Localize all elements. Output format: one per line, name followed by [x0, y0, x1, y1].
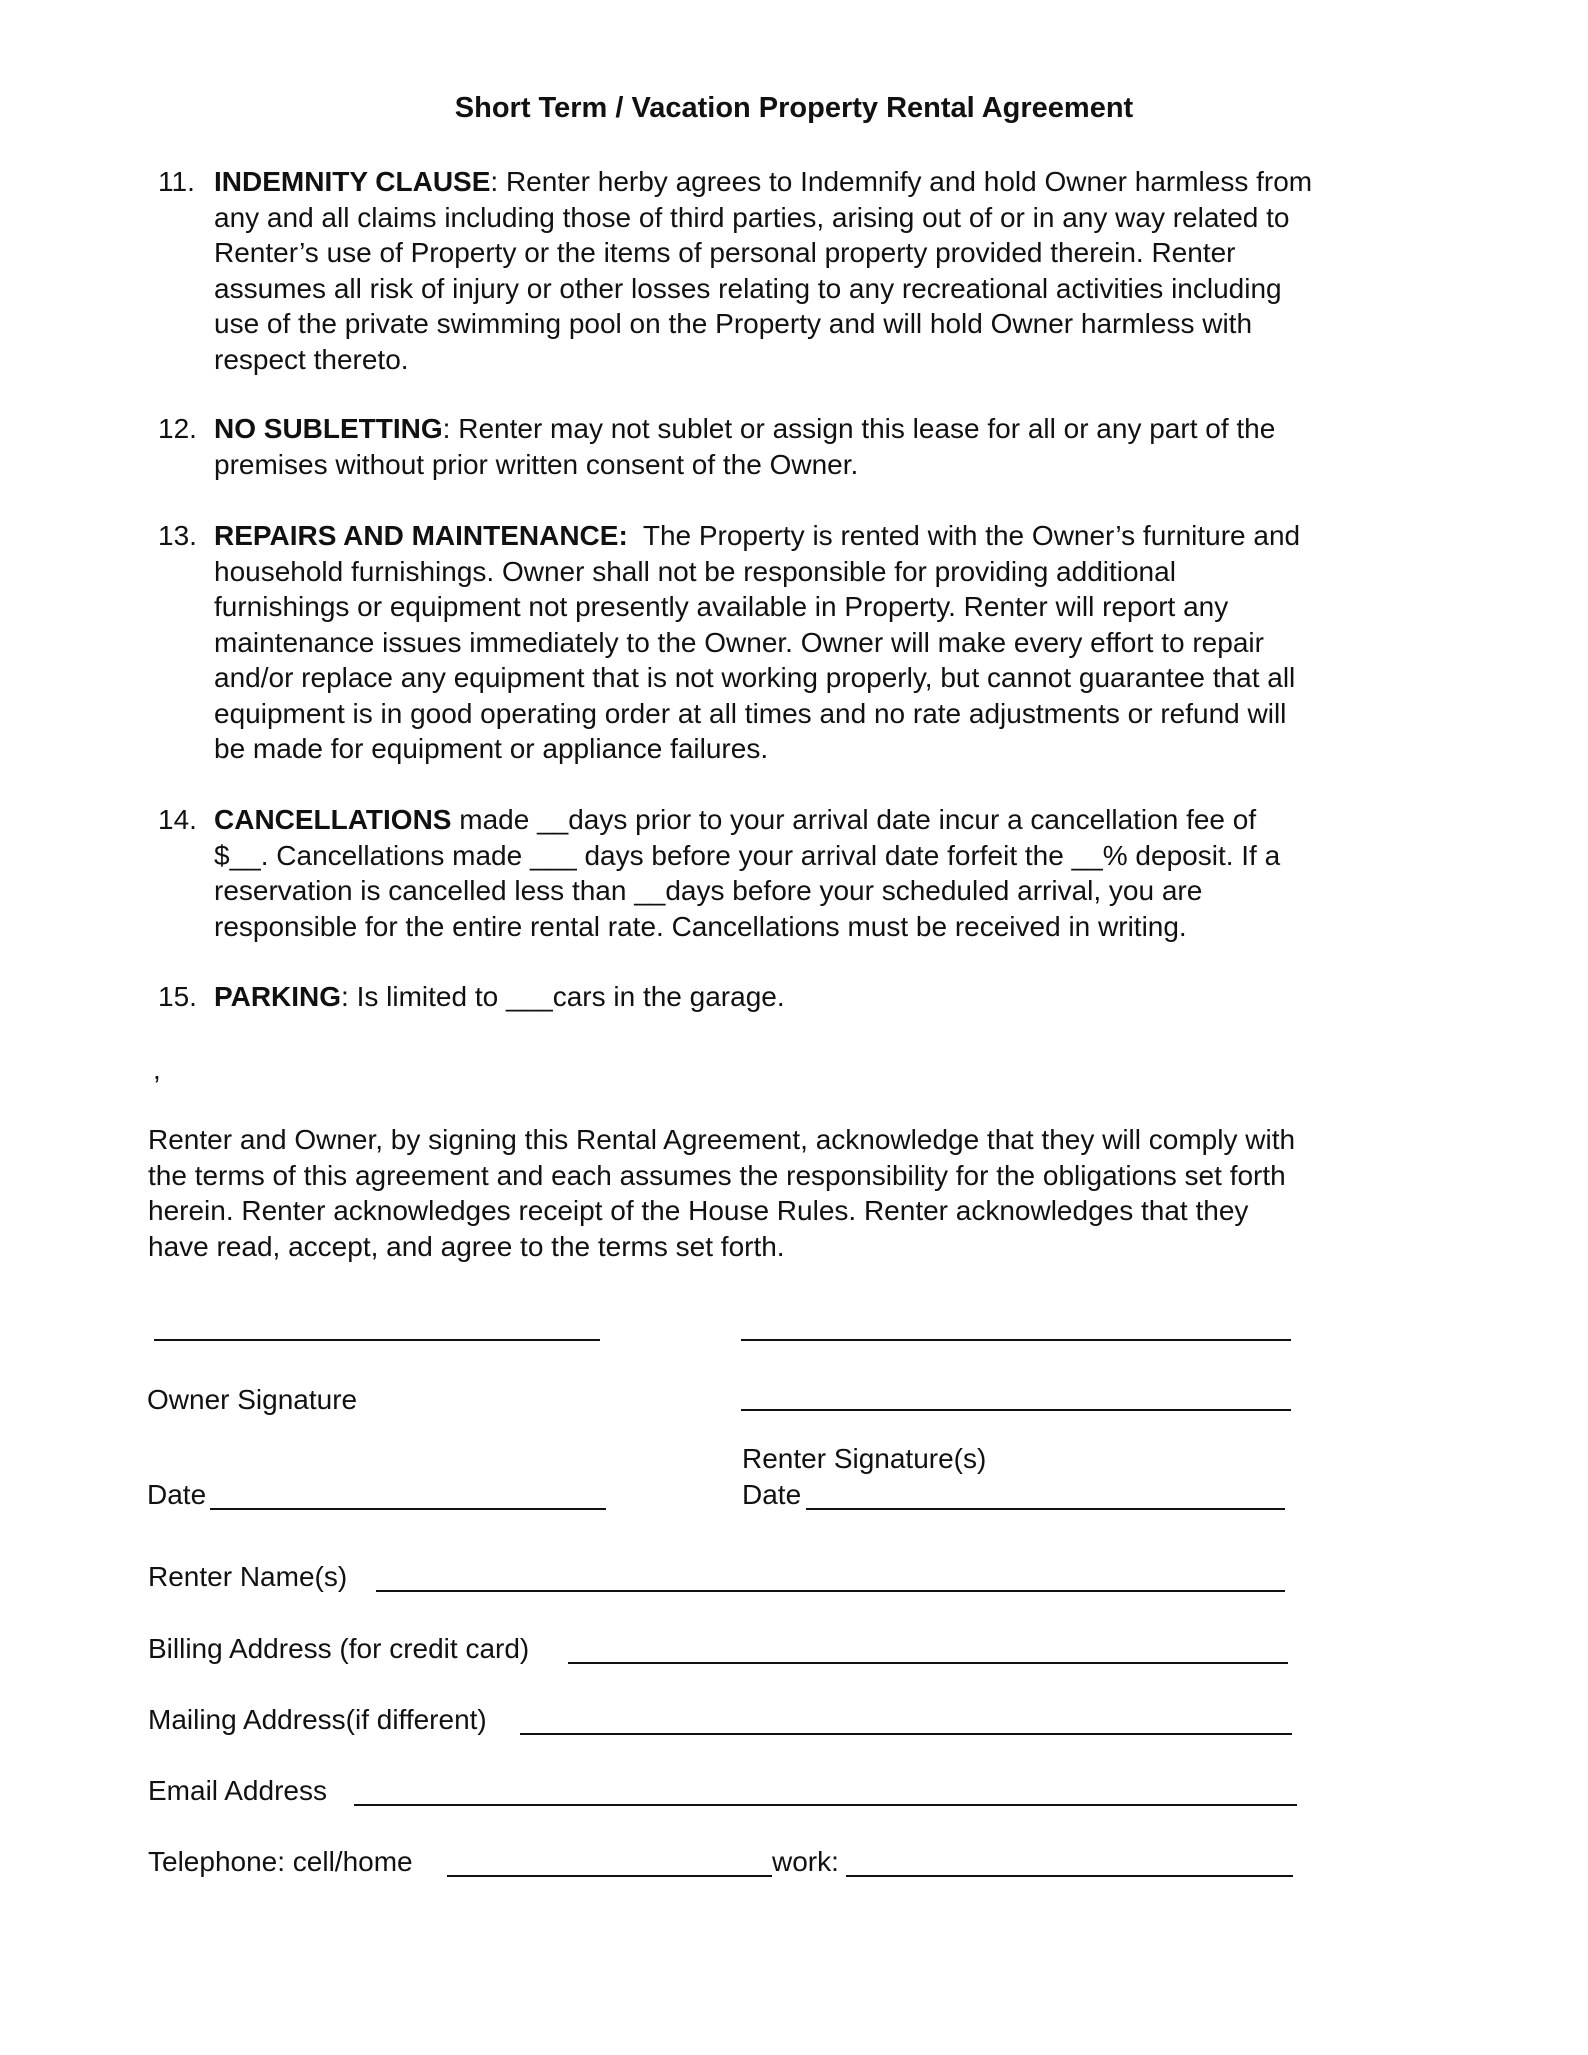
- clause-heading: NO SUBLETTING: [214, 413, 443, 444]
- clause-line: any and all claims including those of third parties, arising out of or in any way related to: [214, 201, 1290, 233]
- clause-line: maintenance issues immediately to the Owner. Owner will make every effort to repair: [214, 626, 1264, 658]
- clause-line: respect thereto.: [214, 343, 409, 375]
- telephone-label: Telephone: cell/home: [148, 1846, 413, 1877]
- stray-comma: ,: [153, 1054, 161, 1085]
- email-line[interactable]: [354, 1804, 1297, 1806]
- clause-line: $__. Cancellations made ___ days before your arrival date forfeit the __% deposit. If a: [214, 839, 1281, 871]
- acknowledgement-line: Renter and Owner, by signing this Rental Agreement, acknowledge that they will comply with: [148, 1124, 1296, 1155]
- clause-line: assumes all risk of injury or other losses relating to any recreational activities including: [214, 272, 1282, 304]
- renter-signature-label: Renter Signature(s): [742, 1443, 987, 1474]
- owner-signature-label: Owner Signature: [147, 1384, 358, 1415]
- clause-line: [214, 979, 785, 1015]
- acknowledgement-line: the terms of this agreement and each assumes the responsibility for the obligations set forth: [148, 1159, 1286, 1191]
- clause-line: household furnishings. Owner shall not be responsible for providing additional: [214, 555, 1176, 587]
- owner-signature-line[interactable]: [154, 1339, 600, 1341]
- renter-names-label: Renter Name(s): [148, 1561, 348, 1592]
- clause-heading: INDEMNITY CLAUSE: [214, 166, 491, 197]
- clause-line: use of the private swimming pool on the Property and will hold Owner harmless with: [214, 308, 1253, 339]
- clause-line: [214, 411, 1275, 447]
- clause-text: The Property is rented with the Owner’s furniture and: [627, 520, 1301, 551]
- mailing-address-line[interactable]: [520, 1733, 1292, 1735]
- clause-number: 12.: [158, 413, 197, 444]
- telephone-work-line[interactable]: [846, 1875, 1293, 1877]
- clause-line: and/or replace any equipment that is not working properly, but cannot guarantee that all: [214, 662, 1296, 693]
- billing-address-line[interactable]: [568, 1662, 1288, 1664]
- clause-heading: PARKING: [214, 981, 342, 1012]
- clause-line: premises without prior written consent of the Owner.: [214, 448, 859, 480]
- clause-heading: CANCELLATIONS: [214, 804, 452, 835]
- email-label: Email Address: [148, 1775, 327, 1806]
- clause-heading: REPAIRS AND MAINTENANCE:: [214, 520, 628, 551]
- work-label: work:: [772, 1846, 839, 1877]
- mailing-address-label: Mailing Address(if different): [148, 1704, 487, 1735]
- clause-number: 13.: [158, 520, 197, 551]
- clause-number: 11.: [158, 166, 195, 197]
- clause-line: furnishings or equipment not presently available in Property. Renter will report any: [214, 591, 1229, 622]
- renter-signature-line-1[interactable]: [741, 1339, 1291, 1341]
- clause-text: : Renter herby agrees to Indemnify and hold Owner harmless from: [490, 166, 1313, 197]
- document-title: Short Term / Vacation Property Rental Agreement: [454, 92, 1134, 124]
- owner-date-label: Date: [147, 1479, 207, 1510]
- renter-names-line[interactable]: [376, 1590, 1285, 1592]
- renter-date-line[interactable]: [806, 1508, 1285, 1510]
- clause-line: responsible for the entire rental rate. Cancellations must be received in writing.: [214, 910, 1187, 942]
- clause-line: [214, 802, 1256, 838]
- clause-text: : Is limited to ___cars in the garage.: [341, 981, 785, 1012]
- clause-text: made __days prior to your arrival date incur a cancellation fee of: [451, 804, 1257, 835]
- clause-line: Renter’s use of Property or the items of personal property provided therein. Renter: [214, 237, 1236, 268]
- owner-date-line[interactable]: [210, 1508, 606, 1510]
- acknowledgement-line: have read, accept, and agree to the terms set forth.: [148, 1230, 785, 1262]
- clause-number: 15.: [158, 981, 197, 1012]
- clause-line: reservation is cancelled less than __days before your scheduled arrival, you are: [214, 875, 1203, 906]
- renter-signature-line-2[interactable]: [741, 1409, 1291, 1411]
- billing-address-label: Billing Address (for credit card): [148, 1633, 530, 1664]
- clause-line: [214, 164, 1312, 200]
- acknowledgement-line: herein. Renter acknowledges receipt of the House Rules. Renter acknowledges that they: [148, 1195, 1249, 1226]
- clause-line: equipment is in good operating order at all times and no rate adjustments or refund will: [214, 697, 1287, 729]
- clause-line: [214, 518, 1300, 554]
- clause-number: 14.: [158, 804, 197, 835]
- renter-date-label: Date: [742, 1479, 802, 1510]
- clause-text: : Renter may not sublet or assign this lease for all or any part of the: [442, 413, 1276, 444]
- telephone-cell-line[interactable]: [447, 1875, 772, 1877]
- clause-line: be made for equipment or appliance failures.: [214, 733, 769, 764]
